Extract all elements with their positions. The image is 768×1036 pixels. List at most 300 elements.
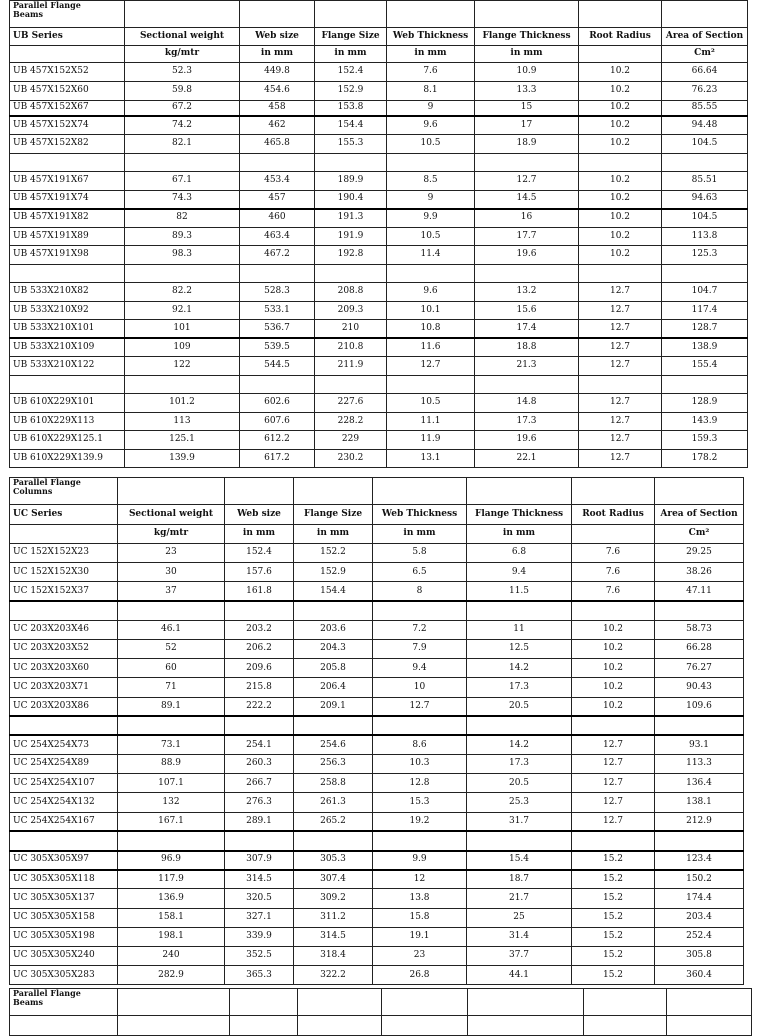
cell-value: 9.9 (387, 209, 475, 228)
cell-value: 10.2 (572, 678, 655, 697)
cell-value: 12.7 (579, 283, 662, 302)
cell-value: 178.2 (662, 449, 748, 468)
section-label: UB 533X210X109 (10, 338, 125, 357)
section-label (10, 375, 125, 394)
cell-value: 15.2 (572, 908, 655, 927)
cell-value: 21.3 (475, 357, 579, 376)
table-row (10, 209, 748, 228)
cell-value: 203.6 (294, 620, 373, 639)
cell-value: 76.23 (662, 81, 748, 100)
table-row (10, 812, 744, 831)
cell-value: 8.5 (387, 172, 475, 191)
cell-value: 101.2 (125, 394, 240, 413)
cell-value: 104.5 (662, 135, 748, 154)
cell-value: 150.2 (655, 870, 744, 889)
cell-value: 23 (118, 544, 225, 563)
cell-value: 7.6 (572, 563, 655, 582)
cell-value: 58.73 (655, 620, 744, 639)
cell-value: 88.9 (118, 755, 225, 774)
cell-value: 14.8 (475, 394, 579, 413)
cell-value (655, 716, 744, 735)
table-row (10, 246, 748, 265)
spacer-row (10, 716, 744, 735)
cell-value: 12.7 (579, 394, 662, 413)
cell-value: 12 (373, 870, 467, 889)
section-label: UC 305X305X118 (10, 870, 118, 889)
cell-value: 12.7 (579, 412, 662, 431)
cell-value: 26.8 (373, 966, 467, 985)
cell-value: 113 (125, 412, 240, 431)
cell-value: 12.7 (579, 449, 662, 468)
table-row (10, 620, 744, 639)
cell-value: 17.4 (475, 320, 579, 339)
cell-value: 10.5 (387, 227, 475, 246)
cell-value: 307.4 (294, 870, 373, 889)
cell-value: 305.3 (294, 851, 373, 870)
cell-value: 14.5 (475, 190, 579, 209)
table-row (10, 338, 748, 357)
cell-value: 96.9 (118, 851, 225, 870)
cell-value: 152.2 (294, 544, 373, 563)
cell-value: 206.2 (225, 639, 294, 658)
table-caption (10, 478, 118, 505)
cell-value: 20.5 (467, 697, 572, 716)
cell-value: 12.7 (579, 357, 662, 376)
column-header: Root Radius (579, 28, 662, 46)
cell-value (373, 601, 467, 620)
cell-value: 7.6 (572, 582, 655, 601)
cell-value: 152.9 (294, 563, 373, 582)
unit-label: in mm (240, 46, 315, 63)
cell-value: 211.9 (315, 357, 387, 376)
cell-value: 11.5 (467, 582, 572, 601)
cell-value: 82 (125, 209, 240, 228)
cell-value: 138.9 (662, 338, 748, 357)
cell-value (387, 153, 475, 172)
cell-value: 15.3 (373, 793, 467, 812)
cell-value: 90.43 (655, 678, 744, 697)
cell-value (655, 831, 744, 850)
table-row (10, 735, 744, 754)
cell-value: 260.3 (225, 755, 294, 774)
cell-value: 191.3 (315, 209, 387, 228)
cell-value: 113.3 (655, 755, 744, 774)
cell-value (125, 153, 240, 172)
cell-value: 10.2 (579, 116, 662, 135)
cell-value: 18.8 (475, 338, 579, 357)
cell-value: 20.5 (467, 774, 572, 793)
cell-value: 198.1 (118, 927, 225, 946)
cell-value: 104.5 (662, 209, 748, 228)
cell-value: 101 (125, 320, 240, 339)
cell-value: 22.1 (475, 449, 579, 468)
unit-label (572, 525, 655, 544)
empty-cell (225, 478, 294, 505)
cell-value (315, 375, 387, 394)
cell-value (467, 831, 572, 850)
cell-value: 352.5 (225, 946, 294, 965)
unit-label: in mm (225, 525, 294, 544)
spacer-row (10, 153, 748, 172)
unit-label: Cm² (662, 46, 748, 63)
cell-value: 327.1 (225, 908, 294, 927)
table-row (10, 283, 748, 302)
cell-value: 139.9 (125, 449, 240, 468)
section-label: UB 457X191X82 (10, 209, 125, 228)
cell-value: 463.4 (240, 227, 315, 246)
cell-value: 25.3 (467, 793, 572, 812)
empty-cell (572, 478, 655, 505)
cell-value: 125.1 (125, 431, 240, 450)
cell-value: 152.9 (315, 81, 387, 100)
cell-value: 454.6 (240, 81, 315, 100)
table-row (10, 755, 744, 774)
cell-value: 10 (373, 678, 467, 697)
section-label: UC 203X203X60 (10, 659, 118, 678)
cell-value (225, 601, 294, 620)
cell-value: 9.4 (467, 563, 572, 582)
cell-value: 12.7 (579, 320, 662, 339)
cell-value: 254.1 (225, 735, 294, 754)
cell-value (572, 601, 655, 620)
cell-value: 21.7 (467, 889, 572, 908)
cell-value: 104.7 (662, 283, 748, 302)
cell-value (475, 375, 579, 394)
cell-value: 30 (118, 563, 225, 582)
cell-value: 82.2 (125, 283, 240, 302)
cell-value: 528.3 (240, 283, 315, 302)
cell-value: 311.2 (294, 908, 373, 927)
cell-value: 98.3 (125, 246, 240, 265)
cell-value: 449.8 (240, 63, 315, 82)
cell-value: 12.7 (373, 697, 467, 716)
cell-value: 138.1 (655, 793, 744, 812)
cell-value: 307.9 (225, 851, 294, 870)
cell-value: 13.3 (475, 81, 579, 100)
cell-value: 158.1 (118, 908, 225, 927)
column-header: Web Thickness (373, 505, 467, 525)
column-header: Flange Size (315, 28, 387, 46)
cell-value: 14.2 (467, 659, 572, 678)
column-header: Root Radius (572, 505, 655, 525)
section-label (10, 831, 118, 850)
cell-value (240, 375, 315, 394)
cell-value: 254.6 (294, 735, 373, 754)
empty-cell (118, 478, 225, 505)
cell-value: 7.6 (387, 63, 475, 82)
cell-value: 320.5 (225, 889, 294, 908)
cell-value: 12.7 (572, 812, 655, 831)
cell-value: 205.8 (294, 659, 373, 678)
section-label: UC 254X254X132 (10, 793, 118, 812)
section-label: UC 254X254X167 (10, 812, 118, 831)
cell-value: 44.1 (467, 966, 572, 985)
cell-value: 13.2 (475, 283, 579, 302)
cell-value: 47.11 (655, 582, 744, 601)
section-label: UB 457X152X52 (10, 63, 125, 82)
cell-value: 12.7 (579, 338, 662, 357)
table-row (10, 190, 748, 209)
column-header: Sectional weight (118, 505, 225, 525)
cell-value: 9.9 (373, 851, 467, 870)
section-label: UB 610X229X125.1 (10, 431, 125, 450)
cell-value (662, 264, 748, 283)
cell-value: 15.2 (572, 966, 655, 985)
column-header: Flange Thickness (467, 505, 572, 525)
column-header: Flange Thickness (475, 28, 579, 46)
cell-value: 12.7 (579, 301, 662, 320)
cell-value: 8.1 (387, 81, 475, 100)
cell-value: 11.9 (387, 431, 475, 450)
cell-value: 174.4 (655, 889, 744, 908)
cell-value: 19.1 (373, 927, 467, 946)
cell-value: 122 (125, 357, 240, 376)
caption-line-1: Parallel Flange (13, 0, 81, 10)
cell-value: 10.8 (387, 320, 475, 339)
cell-value: 210.8 (315, 338, 387, 357)
cell-value (294, 716, 373, 735)
cell-value (579, 264, 662, 283)
cell-value: 222.2 (225, 697, 294, 716)
cell-value: 19.6 (475, 431, 579, 450)
section-label: UC 203X203X52 (10, 639, 118, 658)
caption-row (10, 1, 748, 28)
units-row (10, 46, 748, 63)
cell-value: 208.8 (315, 283, 387, 302)
cell-value: 25 (467, 908, 572, 927)
cell-value (125, 375, 240, 394)
uc-columns-table (9, 477, 744, 985)
caption-line-2: Beams (13, 8, 44, 19)
cell-value: 117.9 (118, 870, 225, 889)
unit-label: in mm (294, 525, 373, 544)
cell-value: 89.3 (125, 227, 240, 246)
unit-label: kg/mtr (125, 46, 240, 63)
cell-value: 10.5 (387, 135, 475, 154)
cell-value: 155.4 (662, 357, 748, 376)
cell-value: 533.1 (240, 301, 315, 320)
cell-value: 128.7 (662, 320, 748, 339)
cell-value: 453.4 (240, 172, 315, 191)
cell-value: 240 (118, 946, 225, 965)
section-label: UB 457X152X67 (10, 100, 125, 116)
section-label: UB 457X191X89 (10, 227, 125, 246)
cell-value: 10.2 (579, 63, 662, 82)
cell-value: 143.9 (662, 412, 748, 431)
cell-value: 154.4 (315, 116, 387, 135)
cell-value: 10.2 (579, 135, 662, 154)
table-row (10, 946, 744, 965)
empty-cell (579, 1, 662, 28)
cell-value (467, 601, 572, 620)
cell-value (373, 716, 467, 735)
cell-value: 339.9 (225, 927, 294, 946)
section-label: UC 152X152X23 (10, 544, 118, 563)
cell-value: 607.6 (240, 412, 315, 431)
table-row (10, 394, 748, 413)
cell-value: 13.8 (373, 889, 467, 908)
cell-value: 94.48 (662, 116, 748, 135)
table-row (10, 870, 744, 889)
column-header: Sectional weight (125, 28, 240, 46)
cell-value: 6.5 (373, 563, 467, 582)
cell-value: 15.6 (475, 301, 579, 320)
cell-value: 15.2 (572, 946, 655, 965)
cell-value: 5.8 (373, 544, 467, 563)
cell-value: 309.2 (294, 889, 373, 908)
cell-value (572, 716, 655, 735)
section-label: UC 305X305X240 (10, 946, 118, 965)
column-header: Web size (225, 505, 294, 525)
cell-value (240, 264, 315, 283)
cell-value: 17.7 (475, 227, 579, 246)
cell-value: 12.8 (373, 774, 467, 793)
cell-value: 190.4 (315, 190, 387, 209)
cell-value: 12.7 (572, 735, 655, 754)
cell-value: 29.25 (655, 544, 744, 563)
table-row (10, 678, 744, 697)
cell-value (225, 716, 294, 735)
table-row (10, 582, 744, 601)
cell-value: 318.4 (294, 946, 373, 965)
unit-label: in mm (373, 525, 467, 544)
cell-value: 265.2 (294, 812, 373, 831)
cell-value (475, 153, 579, 172)
cell-value: 209.6 (225, 659, 294, 678)
cell-value: 128.9 (662, 394, 748, 413)
cell-value: 89.1 (118, 697, 225, 716)
cell-value: 73.1 (118, 735, 225, 754)
empty-cell (387, 1, 475, 28)
cell-value: 11.1 (387, 412, 475, 431)
cell-value: 10.1 (387, 301, 475, 320)
section-label: UC 305X305X283 (10, 966, 118, 985)
cell-value: 23 (373, 946, 467, 965)
table-row (10, 639, 744, 658)
cell-value: 536.7 (240, 320, 315, 339)
cell-value (579, 375, 662, 394)
table-row (10, 966, 744, 985)
unit-label: kg/mtr (118, 525, 225, 544)
table-row (10, 301, 748, 320)
cell-value: 93.1 (655, 735, 744, 754)
spacer-row (10, 264, 748, 283)
empty-cell (10, 46, 125, 63)
empty-cell (125, 1, 240, 28)
column-header: Web size (240, 28, 315, 46)
table-row (10, 172, 748, 191)
cell-value: 31.7 (467, 812, 572, 831)
cell-value: 204.3 (294, 639, 373, 658)
beams-table-partial (9, 988, 752, 1036)
unit-label: Cm² (655, 525, 744, 544)
cell-value: 52 (118, 639, 225, 658)
empty-cell (315, 1, 387, 28)
table-row (10, 357, 748, 376)
cell-value (387, 375, 475, 394)
cell-value: 109 (125, 338, 240, 357)
unit-label: in mm (315, 46, 387, 63)
cell-value: 8.6 (373, 735, 467, 754)
cell-value: 9.4 (373, 659, 467, 678)
cell-value: 252.4 (655, 927, 744, 946)
cell-value: 113.8 (662, 227, 748, 246)
cell-value: 74.2 (125, 116, 240, 135)
cell-value: 10.2 (579, 172, 662, 191)
cell-value: 229 (315, 431, 387, 450)
table-row (10, 100, 748, 116)
cell-value (467, 716, 572, 735)
cell-value: 59.8 (125, 81, 240, 100)
cell-value: 9.6 (387, 283, 475, 302)
table-row (10, 774, 744, 793)
cell-value: 76.27 (655, 659, 744, 678)
section-label: UC 305X305X97 (10, 851, 118, 870)
section-label: UC 254X254X73 (10, 735, 118, 754)
cell-value: 37.7 (467, 946, 572, 965)
cell-value: 11.4 (387, 246, 475, 265)
section-label: UB 610X229X139.9 (10, 449, 125, 468)
cell-value: 612.2 (240, 431, 315, 450)
cell-value: 46.1 (118, 620, 225, 639)
spacer-row (10, 375, 748, 394)
cell-value: 74.3 (125, 190, 240, 209)
cell-value: 192.8 (315, 246, 387, 265)
unit-label: in mm (475, 46, 579, 63)
section-label: UB 457X152X82 (10, 135, 125, 154)
cell-value (225, 831, 294, 850)
cell-value: 71 (118, 678, 225, 697)
cell-value: 92.1 (125, 301, 240, 320)
cell-value: 11.6 (387, 338, 475, 357)
table-row (10, 412, 748, 431)
cell-value: 132 (118, 793, 225, 812)
section-label: UB 610X229X113 (10, 412, 125, 431)
cell-value: 17 (475, 116, 579, 135)
cell-value: 544.5 (240, 357, 315, 376)
caption-line-2: Columns (13, 485, 53, 496)
cell-value: 161.8 (225, 582, 294, 601)
cell-value (315, 153, 387, 172)
cell-value: 31.4 (467, 927, 572, 946)
section-label: UB 457X191X67 (10, 172, 125, 191)
table-row (10, 659, 744, 678)
cell-value: 153.8 (315, 100, 387, 116)
section-label (10, 601, 118, 620)
cell-value: 206.4 (294, 678, 373, 697)
cell-value: 305.8 (655, 946, 744, 965)
table-row (10, 927, 744, 946)
cell-value: 10.2 (579, 246, 662, 265)
cell-value: 215.8 (225, 678, 294, 697)
cell-value: 365.3 (225, 966, 294, 985)
cell-value: 152.4 (225, 544, 294, 563)
empty-cell (655, 478, 744, 505)
cell-value: 10.2 (579, 227, 662, 246)
table-row (10, 908, 744, 927)
cell-value: 60 (118, 659, 225, 678)
cell-value: 457 (240, 190, 315, 209)
series-header: UB Series (10, 28, 125, 46)
cell-value (125, 264, 240, 283)
section-label: UB 457X152X60 (10, 81, 125, 100)
cell-value: 10.3 (373, 755, 467, 774)
cell-value: 85.51 (662, 172, 748, 191)
section-label: UC 305X305X158 (10, 908, 118, 927)
cell-value: 209.3 (315, 301, 387, 320)
caption-line-1: Parallel Flange (13, 477, 81, 487)
cell-value: 282.9 (118, 966, 225, 985)
